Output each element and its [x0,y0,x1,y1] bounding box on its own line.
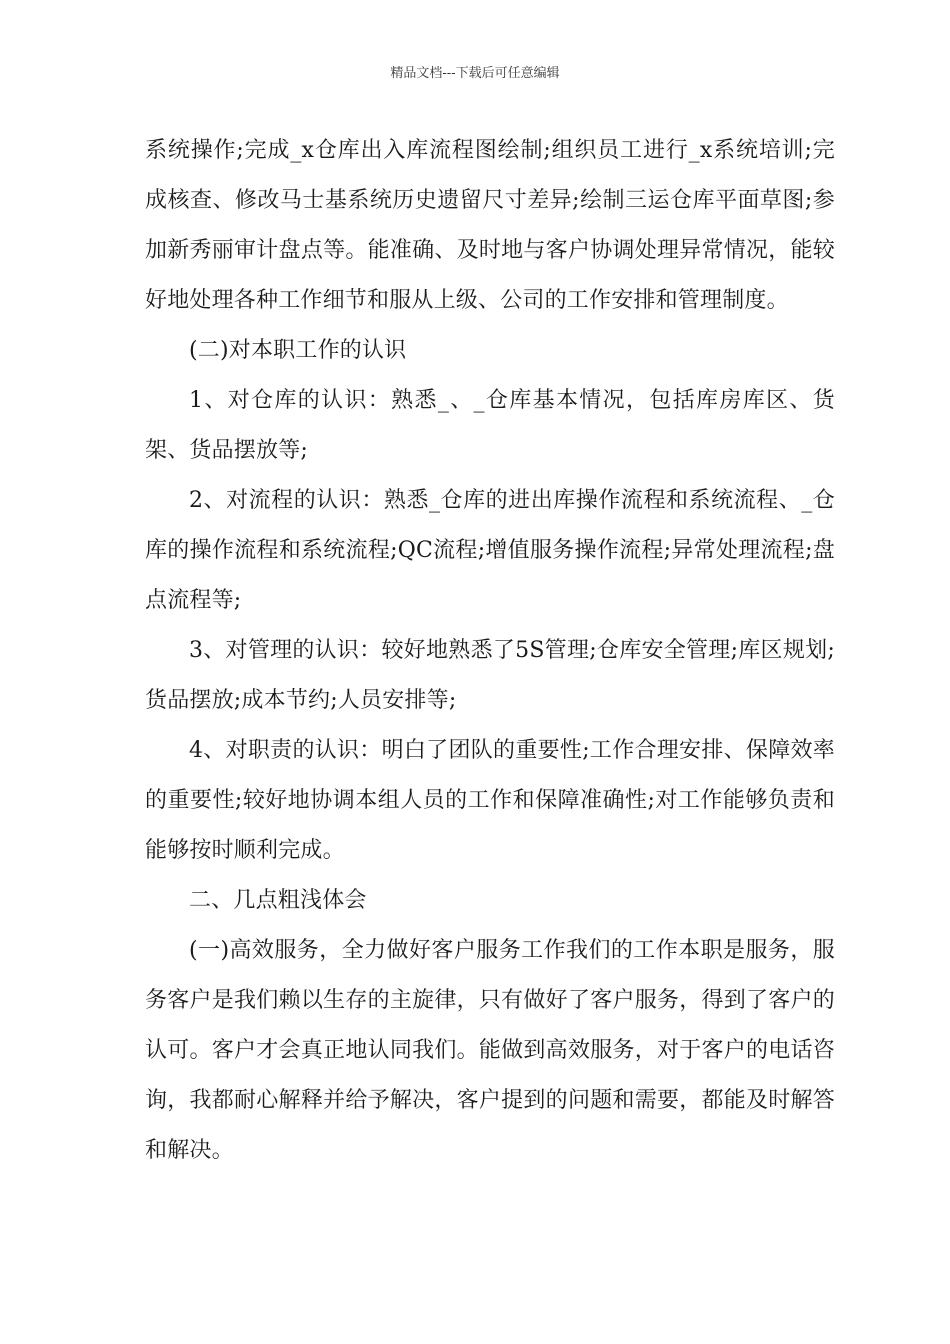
paragraph-work-summary: 系统操作;完成_x仓库出入库流程图绘制;组织员工进行_x系统培训;完成核查、修改马士基系统历史遗留尺寸差异;绘制三运仓库平面草图;参加新秀丽审计盘点等。能准确、及时地与客户协调处理异常情况，能较好地处理各种工作细节和服从上级、公司的工作安排和管理制度。 [145,138,835,313]
section-heading-experience: 二、几点粗浅体会 [189,888,367,913]
paragraph-efficient-service: (一)高效服务，全力做好客户服务工作我们的工作本职是服务，服务客户是我们赖以生存的主旋律，只有做好了客户服务，得到了客户的认可。客户才会真正地认同我们。能做到高效服务，对于客户的电话咨询，我都耐心解释并给予解决，客户提到的问题和需要，都能及时解答和解决。 [145,938,835,1163]
paragraph-duty-understanding: 4、对职责的认识：明白了团队的重要性;工作合理安排、保障效率的重要性;较好地协调本组人员的工作和保障准确性;对工作能够负责和能够按时顺利完成。 [145,738,835,863]
paragraph-process-understanding: 2、对流程的认识：熟悉_仓库的进出库操作流程和系统流程、_仓库的操作流程和系统流程;QC流程;增值服务操作流程;异常处理流程;盘点流程等; [145,488,835,613]
paragraph-management-understanding: 3、对管理的认识：较好地熟悉了5S管理;仓库安全管理;库区规划;货品摆放;成本节约;人员安排等; [145,638,835,713]
document-body [145,126,835,1176]
page-header: 精品文档---下载后可任意编辑 [390,66,560,81]
paragraph-warehouse-understanding: 1、对仓库的认识：熟悉_、_仓库基本情况，包括库房库区、货架、货品摆放等; [145,388,835,463]
section-heading-job-understanding: (二)对本职工作的认识 [189,338,407,363]
